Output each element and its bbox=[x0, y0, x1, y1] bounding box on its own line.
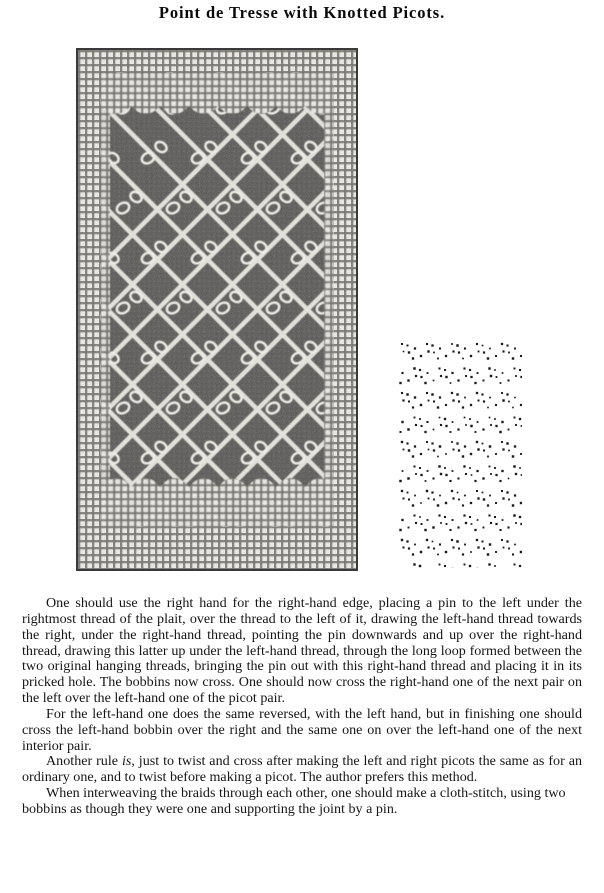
paragraph-1: One should use the right hand for the right-hand edge, placing a pin to the left under the rightmost thread of the plait, over the thread to the left of it, drawing the left-hand thread towards the right, under the right-hand thread, pointing the pin downwards and up over the right-hand thread, drawing this latter up under the left-hand thread, through the long loop formed between the two original hanging threads, bringing the pin out with this right-hand thread and placing it in its pricked hole. The bobbins now cross. One should now cross the right-hand one of the next pair on the left over the left-hand one of the picot pair. bbox=[22, 595, 582, 707]
paragraph-3-text-a: Another rule bbox=[46, 753, 122, 770]
paragraph-3-emphasis: is bbox=[121, 753, 132, 770]
paragraph-2: For the left-hand one does the same reversed, with the left hand, but in finishing one should cross the left-hand bobbin over the right and the same one on over the left-hand one of the next interior pair. bbox=[22, 705, 582, 754]
lace-photograph-plate bbox=[78, 50, 356, 569]
paragraph-3 bbox=[22, 754, 582, 786]
lace-photograph-figure bbox=[76, 48, 358, 571]
paragraph-4: When interweaving the braids through each other, one should make a cloth-stitch, using two bobbins as though they were one and supporting the joint by a pin. bbox=[22, 785, 566, 817]
page-title: Point de Tresse with Knotted Picots. bbox=[158, 3, 446, 22]
paragraph-3-text-b: , just to twist and cross after making the left and right picots the same as for an ordinary one, and to twist before making a picot. The author prefers this method. bbox=[22, 753, 582, 786]
body-text-block bbox=[22, 596, 582, 818]
pricking-diagram-figure bbox=[398, 338, 522, 568]
pricking-diagram-image bbox=[398, 338, 522, 568]
lace-photograph-image bbox=[78, 50, 356, 569]
